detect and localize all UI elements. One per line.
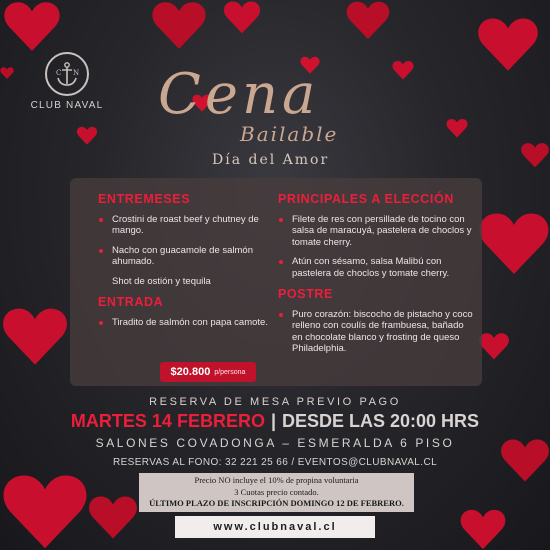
section-title-postre: POSTRE <box>278 286 333 301</box>
heart-icon <box>144 0 214 50</box>
title-main: Cena <box>158 62 320 127</box>
notice-line-1: Precio NO incluye el 10% de propina voluntaria <box>194 475 359 485</box>
section-title-entrada: ENTRADA <box>98 294 164 309</box>
event-date: MARTES 14 FEBRERO <box>70 411 265 431</box>
heart-icon <box>478 332 510 360</box>
event-date-line <box>0 411 550 432</box>
heart-icon <box>0 62 14 84</box>
reserva-text: RESERVA DE MESA PREVIO PAGO <box>149 396 401 408</box>
heart-icon <box>0 0 64 52</box>
menu-item-text: Nacho con guacamole de salmón ahumado. <box>112 244 254 268</box>
heart-icon <box>520 142 550 168</box>
menu-item-text: Atún con sésamo, salsa Malibú con pastelera de choclos y tomate cherry. <box>292 256 450 279</box>
heart-icon <box>476 16 540 72</box>
menu-item <box>278 214 474 248</box>
menu-item-text: Crostini de roast beef y chutney de mango. <box>112 214 259 237</box>
logo-monogram-right: N <box>73 69 80 77</box>
website-text[interactable]: www.clubnaval.cl <box>213 521 337 533</box>
price-unit: p/persona <box>214 368 246 376</box>
price-notice <box>139 473 414 512</box>
event-place: SALONES COVADONGA – ESMERALDA 6 PISO <box>95 436 455 450</box>
price-amount: $20.800 <box>170 366 211 378</box>
heart-icon <box>76 126 98 145</box>
menu-item <box>98 317 268 328</box>
heart-icon <box>478 210 550 276</box>
menu-item-text: Puro corazón: biscocho de pistacho y coco relleno con coulís de frambuesa, bañado en chocolate blanco y frosting de queso Philadelphia. <box>292 308 473 355</box>
heart-icon <box>0 472 90 550</box>
title-secondary: Bailable <box>240 122 339 146</box>
heart-icon <box>88 494 138 540</box>
menu-card <box>70 178 482 386</box>
menu-item <box>98 214 268 237</box>
notice-line-3: ÚLTIMO PLAZO DE INSCRIPCIÓN DOMINGO 12 DE FEBRERO. <box>149 498 404 508</box>
notice-line-2: 3 Cuotas precio contado. <box>234 486 319 497</box>
menu-item <box>278 256 474 279</box>
menu-item-text: Tiradito de salmón con papa camote. <box>112 316 268 328</box>
event-contact: RESERVAS AL FONO: 32 221 25 66 / EVENTOS@CLUBNAVAL.CL <box>112 457 438 468</box>
menu-item-text: Shot de ostión y tequila <box>112 275 211 287</box>
price-badge <box>160 362 256 382</box>
club-naval-logo <box>30 52 104 111</box>
menu-item <box>278 309 474 355</box>
brand-name: CLUB NAVAL <box>30 100 104 111</box>
heart-icon <box>446 118 468 138</box>
section-title-principales: PRINCIPALES A ELECCIÓN <box>278 192 454 206</box>
heart-icon <box>345 0 391 40</box>
title-occasion: Día del Amor <box>212 152 330 168</box>
menu-item <box>98 276 268 287</box>
heart-icon <box>392 60 414 80</box>
website-link[interactable] <box>175 516 375 538</box>
heart-icon <box>222 0 262 34</box>
section-title-entremeses: ENTREMESES <box>98 192 191 206</box>
menu-item <box>98 245 268 268</box>
anchor-logo-icon <box>45 52 89 96</box>
menu-item-text: Filete de res con persillade de tocino con salsa de maracuyá, pastelera de choclos y tomate cherry. <box>292 214 472 248</box>
menu-left-column <box>98 192 268 336</box>
logo-monogram-left: C <box>56 69 62 77</box>
event-time: DESDE LAS 20:00 HRS <box>282 411 480 431</box>
date-separator: | <box>270 411 276 431</box>
heart-icon <box>0 306 70 366</box>
heart-icon <box>448 508 518 550</box>
menu-right-column <box>278 192 474 363</box>
